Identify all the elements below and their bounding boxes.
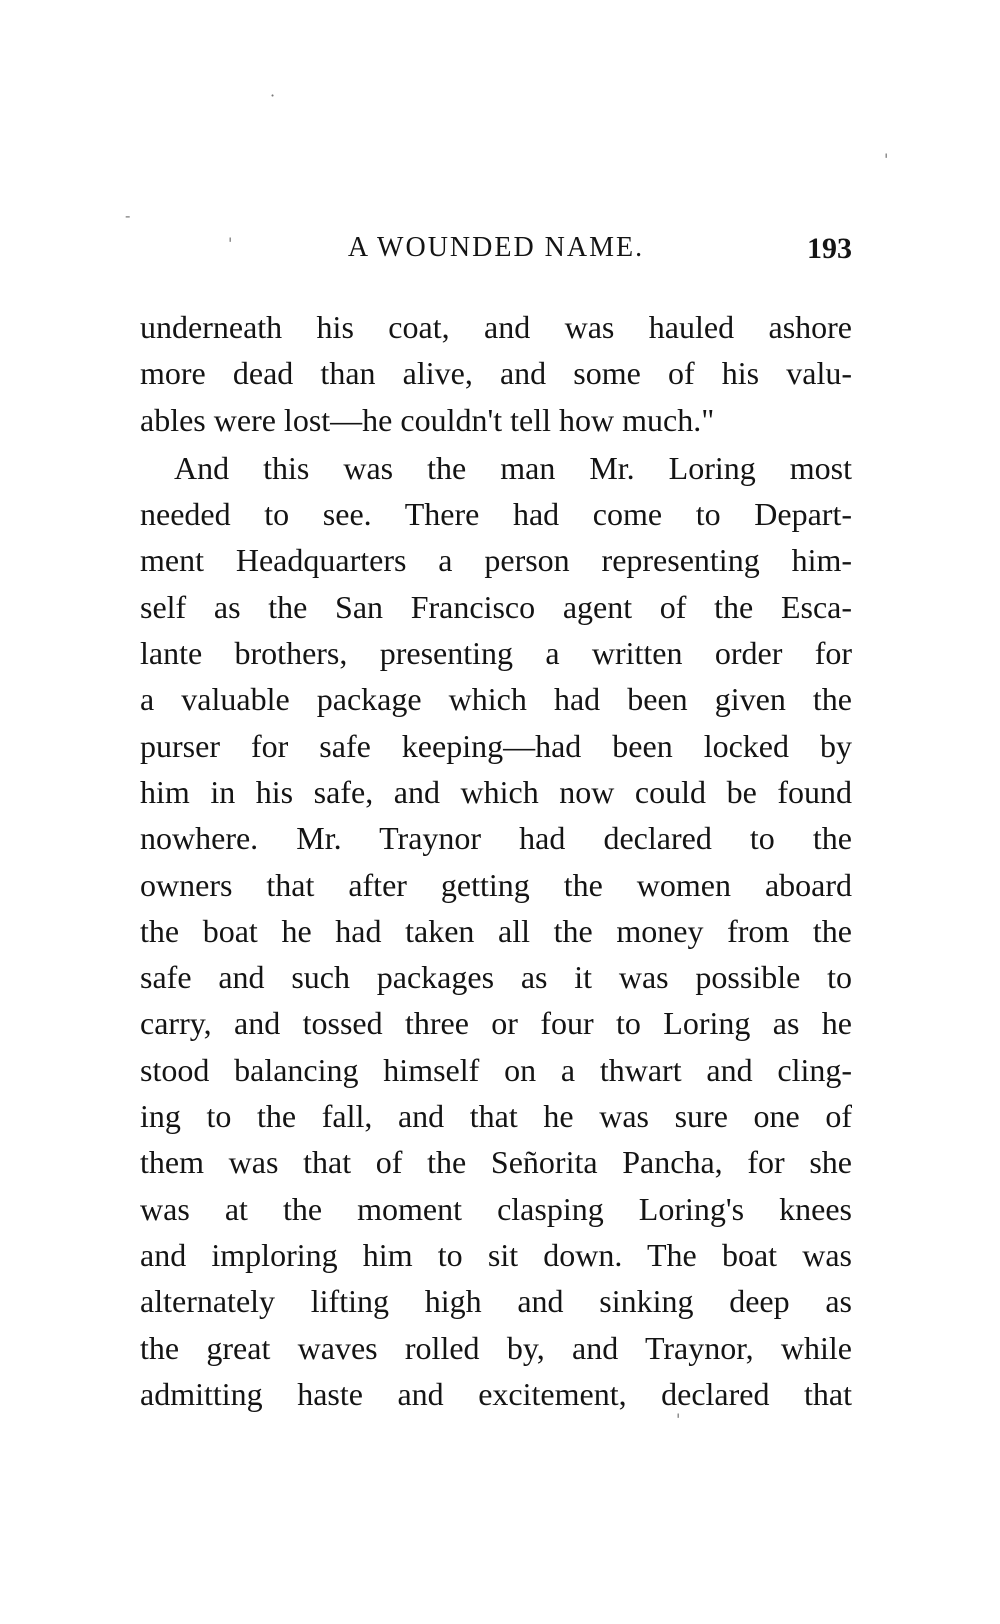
- text-line: alternately lifting high and sinking deep as: [140, 1283, 852, 1320]
- text-line: them was that of the Señorita Pancha, for she: [140, 1144, 852, 1181]
- print-speck: -: [125, 206, 131, 225]
- running-header: [140, 232, 852, 272]
- text-line: safe and such packages as it was possible to: [140, 959, 852, 996]
- paragraph-start-line: And this was the man Mr. Loring most: [174, 449, 852, 486]
- text-line: purser for safe keeping—had been locked by: [140, 727, 852, 764]
- text-line: admitting haste and excitement, declared that: [140, 1375, 852, 1412]
- text-line: a valuable package which had been given the: [140, 681, 852, 718]
- text-line: the great waves rolled by, and Traynor, while: [140, 1329, 852, 1366]
- text-line: stood balancing himself on a thwart and cling-: [140, 1051, 852, 1088]
- running-title: A WOUNDED NAME.: [347, 232, 645, 263]
- print-speck: ·: [270, 86, 276, 105]
- text-line: him in his safe, and which now could be found: [140, 773, 852, 810]
- text-line: nowhere. Mr. Traynor had declared to the: [140, 820, 852, 857]
- text-line: ables were lost—he couldn't tell how much.": [140, 401, 715, 438]
- text-line: needed to see. There had come to Depart-: [140, 496, 852, 533]
- text-line: more dead than alive, and some of his valu-: [140, 355, 852, 392]
- print-speck: ': [884, 150, 889, 169]
- text-line: owners that after getting the women aboard: [140, 866, 852, 903]
- text-line: the boat he had taken all the money from the: [140, 912, 852, 949]
- text-line: was at the moment clasping Loring's knees: [140, 1190, 852, 1227]
- print-speck: ': [228, 234, 233, 253]
- text-line: lante brothers, presenting a written order for: [140, 635, 852, 672]
- print-speck: ': [676, 1410, 681, 1429]
- text-line: ing to the fall, and that he was sure one of: [140, 1098, 852, 1135]
- body-text: [140, 304, 852, 1417]
- text-line: self as the San Francisco agent of the Esca-: [140, 588, 852, 625]
- page-number: 193: [807, 232, 852, 265]
- text-line: underneath his coat, and was hauled ashore: [140, 309, 852, 345]
- text-line: and imploring him to sit down. The boat was: [140, 1236, 852, 1273]
- text-line: carry, and tossed three or four to Loring as he: [140, 1005, 852, 1042]
- text-line: ment Headquarters a person representing him-: [140, 542, 852, 579]
